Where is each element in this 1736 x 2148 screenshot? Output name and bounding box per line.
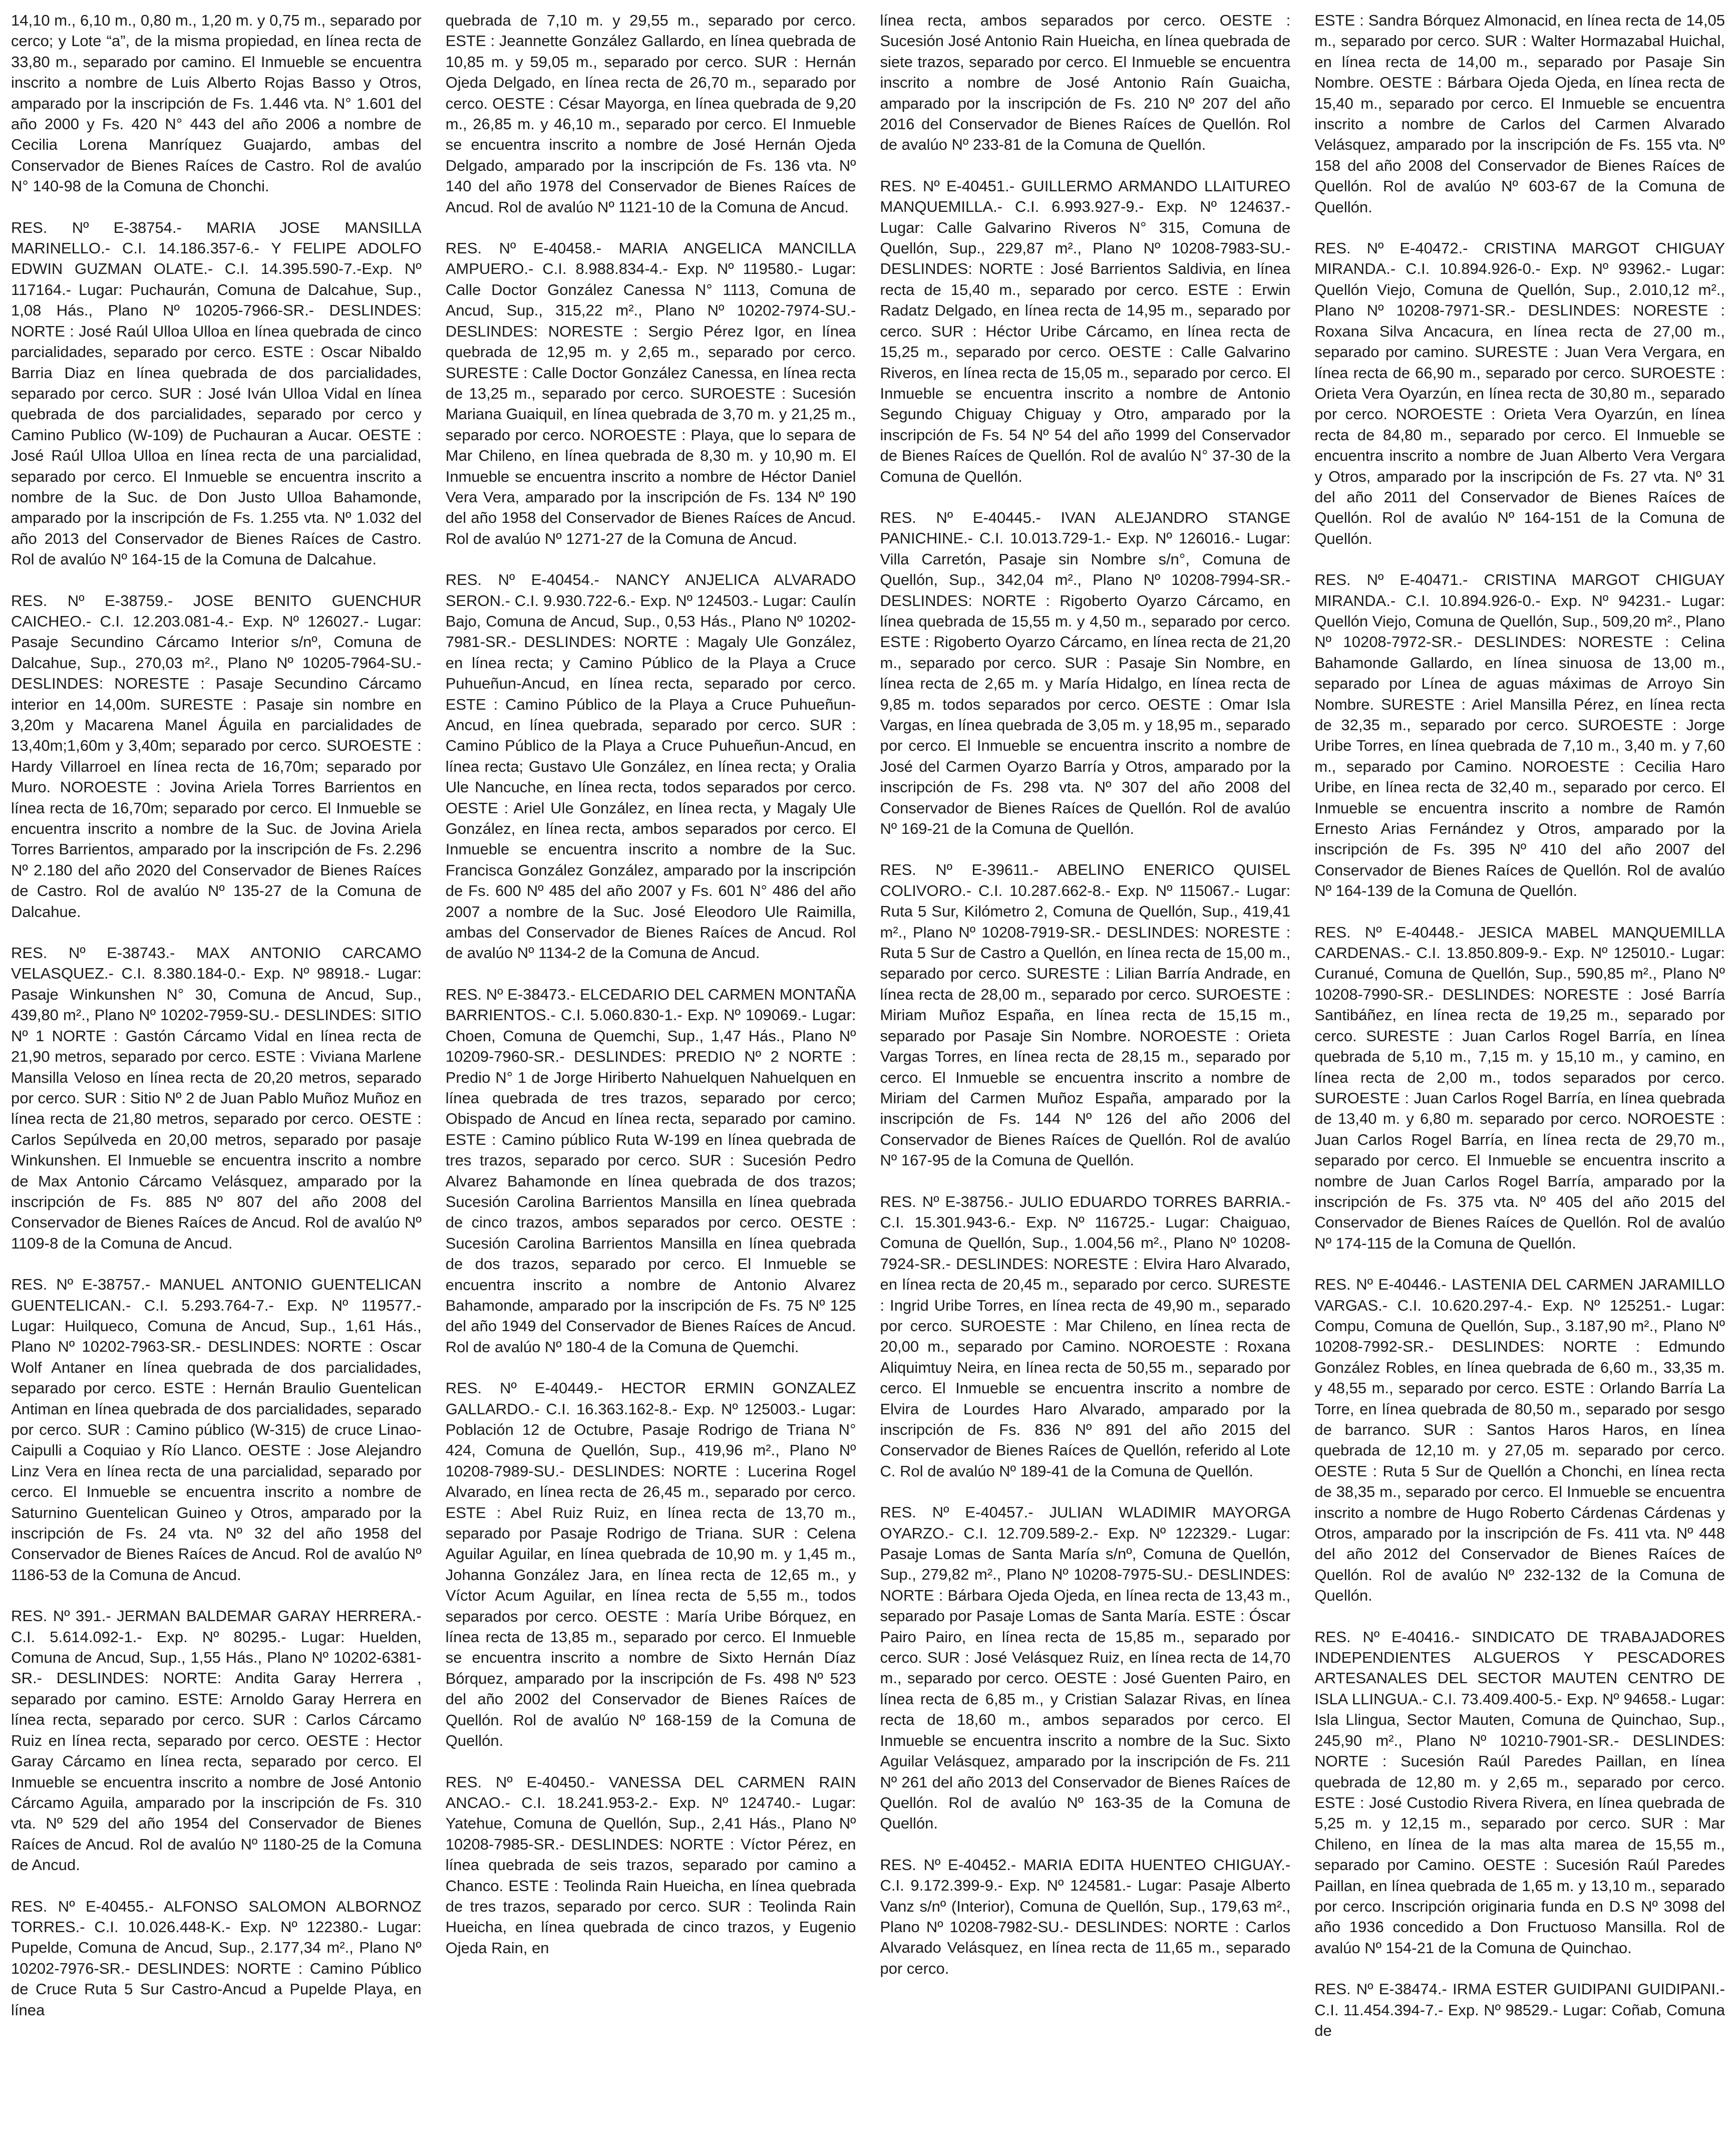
notice-entry: RES. Nº E-38754.- MARIA JOSE MANSILLA MARINELLO.- C.I. 14.186.357-6.- Y FELIPE ADOLFO EDWIN GUZMAN OLATE.- C.I. 14.395.590-7.-Exp. Nº 117164.- Lugar: Puchaurán, Comuna de Dalcahue, Sup., 1,08 Hás., Plano Nº 10205-7966-SR.- DESLINDES: NORTE : José Raúl Ulloa Ulloa en línea quebrada de cinco parcialidades, separado por cerco. ESTE : Oscar Nibaldo Barria Diaz en línea quebrada de dos parcialidades, separado por cerco. SUR : José Iván Ulloa Vidal en línea quebrada de dos parcialidades, separado por cerco y Camino Publico (W-109) de Puchauran a Aucar. OESTE : José Raúl Ulloa Ulloa en línea recta de una parcialidad, separado por cerco. El Inmueble se encuentra inscrito a nombre de la Suc. de Don Justo Ulloa Bahamonde, amparado por la inscripción de Fs. 1.255 vta. Nº 1.032 del año 2013 del Conservador de Bienes Raíces de Castro. Rol de avalúo Nº 164-15 de la Comuna de Dalcahue.	[11, 218, 422, 568]
notice-entry: RES. Nº E-40416.- SINDICATO DE TRABAJADORES INDEPENDIENTES ALGUEROS Y PESCADORES ARTESANALES DEL SECTOR MAUTEN CENTRO DE ISLA LLINGUA.- C.I. 73.409.400-5.- Exp. Nº 94658.- Lugar: Isla Llingua, Sector Mauten, Comuna de Quinchao, Sup., 245,90 m²., Plano Nº 10210-7901-SR.- DESLINDES: NORTE : Sucesión Raúl Paredes Paillan, en línea quebrada de 12,80 m. y 2,65 m., separado por cerco. ESTE : José Custodio Rivera Rivera, en línea quebrada de 5,25 m. y 12,15 m., separado por cerco. SUR : Mar Chileno, en línea de la mas alta marea de 15,55 m., separado por Camino. OESTE : Sucesión Raúl Paredes Paillan, en línea quebrada de 1,65 m. y 13,10 m., separado por cerco. Inscripción originaria funda en D.S Nº 3098 del año 1936 concedido a Don Fructuoso Mansilla. Rol de avalúo Nº 154-21 de la Comuna de Quinchao.	[1314, 1628, 1725, 1957]
notice-entry: RES. Nº E-40449.- HECTOR ERMIN GONZALEZ GALLARDO.- C.I. 16.363.162-8.- Exp. Nº 125003.- Lugar: Población 12 de Octubre, Pasaje Rodrigo de Triana N° 424, Comuna de Quellón, Sup., 419,96 m²., Plano Nº 10208-7989-SU.- DESLINDES: NORTE : Lucerina Rogel Alvarado, en línea recta de 26,45 m., separado por cerco. ESTE : Abel Ruiz Ruiz, en línea recta de 13,70 m., separado por Pasaje Rodrigo de Triana. SUR : Celena Aguilar Aguilar, en línea quebrada de 10,90 m. y 1,45 m., Johanna González Jara, en línea recta de 12,65 m., y Víctor Acum Aguilar, en línea recta de 5,55 m., todos separados por cerco. OESTE : María Uribe Bórquez, en línea recta de 13,85 m., separado por cerco. El Inmueble se encuentra inscrito a nombre de Sixto Hernán Díaz Bórquez, amparado por la inscripción de Fs. 498 Nº 523 del año 2002 del Conservador de Bienes Raíces de Quellón. Rol de avalúo Nº 168-159 de la Comuna de Quellón.	[445, 1379, 856, 1750]
notice-entry: RES. Nº E-40458.- MARIA ANGELICA MANCILLA AMPUERO.- C.I. 8.988.834-4.- Exp. Nº 119580.- Lugar: Calle Doctor González Canessa N° 1113, Comuna de Ancud, Sup., 315,22 m²., Plano Nº 10202-7974-SU.- DESLINDES: NORESTE : Sergio Pérez Igor, en línea quebrada de 12,95 m. y 2,65 m., separado por cerco. SURESTE : Calle Doctor González Canessa, en línea recta de 13,25 m., separado por cerco. SUROESTE : Sucesión Mariana Guaiquil, en línea quebrada de 3,70 m. y 21,25 m., separado por cerco. NOROESTE : Playa, que lo separa de Mar Chileno, en línea quebrada de 8,30 m. y 10,90 m. El Inmueble se encuentra inscrito a nombre de Héctor Daniel Vera Vera, amparado por la inscripción de Fs. 134 Nº 190 del año 1958 del Conservador de Bienes Raíces de Ancud. Rol de avalúo Nº 1271-27 de la Comuna de Ancud.	[445, 239, 856, 547]
notice-entry: RES. Nº E-38473.- ELCEDARIO DEL CARMEN MONTAÑA BARRIENTOS.- C.I. 5.060.830-1.- Exp. Nº 109069.- Lugar: Choen, Comuna de Quemchi, Sup., 1,47 Hás., Plano Nº 10209-7960-SR.- DESLINDES: PREDIO Nº 2 NORTE : Predio N° 1 de Jorge Hiriberto Nahuelquen Nahuelquen en línea quebrada de tres trazos, separado por cerco; Obispado de Ancud en línea recta, separado por camino. ESTE : Camino público Ruta W-199 en línea quebrada de tres trazos, separado por cerco. SUR : Sucesión Pedro Alvarez Bahamonde en línea quebrada de dos trazos; Sucesión Carolina Barrientos Mansilla en línea quebrada de cinco trazos, ambos separados por cerco. OESTE : Sucesión Carolina Barrientos Mansilla en línea quebrada de dos trazos, separado por cerco. El Inmueble se encuentra inscrito a nombre de Antonio Alvarez Bahamonde, amparado por la inscripción de Fs. 75 Nº 125 del año 1949 del Conservador de Bienes Raíces de Ancud. Rol de avalúo Nº 180-4 de la Comuna de Quemchi.	[445, 985, 856, 1356]
notice-entry: RES. Nº E-39611.- ABELINO ENERICO QUISEL COLIVORO.- C.I. 10.287.662-8.- Exp. Nº 115067.- Lugar: Ruta 5 Sur, Kilómetro 2, Comuna de Quellón, Sup., 419,41 m²., Plano Nº 10208-7919-SR.- DESLINDES: NORESTE : Ruta 5 Sur de Castro a Quellón, en línea recta de 15,00 m., separado por cerco. SURESTE : Lilian Barría Andrade, en línea recta de 28,00 m., separado por cerco. SUROESTE : Miriam Muñoz España, en línea recta de 15,15 m., separado por Pasaje Sin Nombre. NOROESTE : Orieta Vargas Torres, en línea recta de 28,15 m., separado por cerco. El Inmueble se encuentra inscrito a nombre de Miriam del Carmen Muñoz España, amparado por la inscripción de Fs. 144 Nº 126 del año 2006 del Conservador de Bienes Raíces de Quellón. Rol de avalúo Nº 167-95 de la Comuna de Quellón.	[880, 861, 1291, 1169]
notice-entry: RES. Nº E-40457.- JULIAN WLADIMIR MAYORGA OYARZO.- C.I. 12.709.589-2.- Exp. Nº 122329.- Lugar: Pasaje Lomas de Santa María s/nº, Comuna de Quellón, Sup., 279,82 m²., Plano Nº 10208-7975-SU.- DESLINDES: NORTE : Bárbara Ojeda Ojeda, en línea recta de 13,43 m., separado por Pasaje Lomas de Santa María. ESTE : Óscar Pairo Pairo, en línea recta de 15,85 m., separado por cerco. SUR : José Velásquez Ruiz, en línea recta de 14,70 m., separado por cerco. OESTE : José Guenten Pairo, en línea recta de 6,85 m., y Cristian Salazar Rivas, en línea recta de 18,60 m., ambos separados por cerco. El Inmueble se encuentra inscrito a nombre de la Suc. Sixto Aguilar Velásquez, amparado por la inscripción de Fs. 211 Nº 261 del año 2013 del Conservador de Bienes Raíces de Quellón. Rol de avalúo Nº 163-35 de la Comuna de Quellón.	[880, 1503, 1291, 1832]
notice-entry: RES. Nº E-40454.- NANCY ANJELICA ALVARADO SERON.- C.I. 9.930.722-6.- Exp. Nº 124503.- Lugar: Caulín Bajo, Comuna de Ancud, Sup., 0,53 Hás., Plano Nº 10202-7981-SR.- DESLINDES: NORTE : Magaly Ule González, en línea recta; y Camino Público de la Playa a Cruce Puhueñun-Ancud, en línea recta, separado por cerco. ESTE : Camino Público de la Playa a Cruce Puhueñun-Ancud, en línea quebrada, separado por cerco. SUR : Camino Público de la Playa a Cruce Puhueñun-Ancud, en línea recta; Gustavo Ule González, en línea recta; y Oralia Ule Nancuche, en línea recta, todos separados por cerco. OESTE : Ariel Ule González, en línea recta, y Magaly Ule González, en línea recta, ambos separados por cerco. El Inmueble se encuentra inscrito a nombre de la Suc. Francisca González González, amparado por la inscripción de Fs. 600 Nº 485 del año 2007 y Fs. 601 N° 486 del año 2007 a nombre de la Suc. José Eleodoro Ule Raimilla, ambas del Conservador de Bienes Raíces de Ancud. Rol de avalúo Nº 1134-2 de la Comuna de Ancud.	[445, 571, 856, 962]
notice-entry: RES. Nº E-38759.- JOSE BENITO GUENCHUR CAICHEO.- C.I. 12.203.081-4.- Exp. Nº 126027.- Lugar: Pasaje Secundino Cárcamo Interior s/nº, Comuna de Dalcahue, Sup., 270,03 m²., Plano Nº 10205-7964-SU.- DESLINDES: NORESTE : Pasaje Secundino Cárcamo interior en 14,00m. SURESTE : Pasaje sin nombre en 3,20m y Macarena Manel Águila en parcialidades de 13,40m;1,60m y 3,40m; separado por cerco. SUROESTE : Hardy Villarroel en línea recta de 16,70m; separado por Muro. NOROESTE : Jovina Ariela Torres Barrientos en línea recta de 16,70m; separado por cerco. El Inmueble se encuentra inscrito a nombre de la Suc. de Jovina Ariela Torres Barrientos, amparado por la inscripción de Fs. 2.296 Nº 2.180 del año 2020 del Conservador de Bienes Raíces de Castro. Rol de avalúo Nº 135-27 de la Comuna de Dalcahue.	[11, 591, 422, 920]
newspaper-page	[11, 10, 1725, 2138]
notice-entry: RES. Nº E-40450.- VANESSA DEL CARMEN RAIN ANCAO.- C.I. 18.241.953-2.- Exp. Nº 124740.- Lugar: Yatehue, Comuna de Quellón, Sup., 2,41 Hás., Plano Nº 10208-7985-SR.- DESLINDES: NORTE : Víctor Pérez, en línea quebrada de seis trazos, separado por camino a Chanco. ESTE : Teolinda Rain Hueicha, en línea quebrada de tres trazos, separado por cerco. SUR : Teolinda Rain Hueicha, en línea quebrada de cinco trazos, y Eugenio Ojeda Rain, en	[445, 1773, 856, 1957]
notice-entry: RES. Nº E-38743.- MAX ANTONIO CARCAMO VELASQUEZ.- C.I. 8.380.184-0.- Exp. Nº 98918.- Lugar: Pasaje Winkunshen N° 30, Comuna de Ancud, Sup., 439,80 m²., Plano Nº 10202-7959-SU.- DESLINDES: SITIO Nº 1 NORTE : Gastón Cárcamo Vidal en línea recta de 21,90 metros, separado por cerco. ESTE : Viviana Marlene Mansilla Veloso en línea recta de 20,20 metros, separado por cerco. SUR : Sitio Nº 2 de Juan Pablo Muñoz Muñoz en línea recta de 21,80 metros, separado por cerco. OESTE : Carlos Sepúlveda en 20,00 metros, separado por pasaje Winkunshen. El Inmueble se encuentra inscrito a nombre de Max Antonio Cárcamo Velásquez, amparado por la inscripción de Fs. 885 Nº 807 del año 2008 del Conservador de Bienes Raíces de Ancud. Rol de avalúo Nº 1109-8 de la Comuna de Ancud.	[11, 944, 422, 1252]
notice-entry: RES. Nº E-40472.- CRISTINA MARGOT CHIGUAY MIRANDA.- C.I. 10.894.926-0.- Exp. Nº 93962.- Lugar: Quellón Viejo, Comuna de Quellón, Sup., 2.010,12 m²., Plano Nº 10208-7971-SR.- DESLINDES: NORESTE : Roxana Silva Ancacura, en línea recta de 27,00 m., separado por camino. SURESTE : Juan Vera Vergara, en línea recta de 66,90 m., separado por cerco. SUROESTE : Orieta Vera Oyarzún, en línea recta de 30,80 m., separado por cerco. NOROESTE : Orieta Vera Oyarzún, en línea recta de 84,80 m., separado por cerco. El Inmueble se encuentra inscrito a nombre de Juan Alberto Vera Vergara y Otros, amparado por la inscripción de Fs. 27 vta. Nº 31 del año 2011 del Conservador de Bienes Raíces de Quellón. Rol de avalúo Nº 164-151 de la Comuna de Quellón.	[1314, 239, 1725, 547]
column-4	[1314, 10, 1725, 2138]
notice-entry: ESTE : Sandra Bórquez Almonacid, en línea recta de 14,05 m., separado por cerco. SUR : Walter Hormazabal Huichal, en línea recta de 14,00 m., separado por Pasaje Sin Nombre. OESTE : Bárbara Ojeda Ojeda, en línea recta de 15,40 m., separado por cerco. El Inmueble se encuentra inscrito a nombre de Carlos del Carmen Alvarado Velásquez, amparado por la inscripción de Fs. 155 vta. Nº 158 del año 2008 del Conservador de Bienes Raíces de Quellón. Rol de avalúo Nº 603-67 de la Comuna de Quellón.	[1314, 12, 1725, 216]
notice-entry: RES. Nº E-38474.- IRMA ESTER GUIDIPANI GUIDIPANI.- C.I. 11.454.394-7.- Exp. Nº 98529.- Lugar: Coñab, Comuna de	[1314, 1980, 1725, 2039]
notice-entry: RES. Nº E-38757.- MANUEL ANTONIO GUENTELICAN GUENTELICAN.- C.I. 5.293.764-7.- Exp. Nº 119577.- Lugar: Huilqueco, Comuna de Ancud, Sup., 1,61 Hás., Plano Nº 10202-7963-SR.- DESLINDES: NORTE : Oscar Wolf Antaner en línea quebrada de dos parcialidades, separado por cerco. ESTE : Hernán Braulio Guentelican Antiman en línea quebrada de dos parcialidades, separado por cerco. SUR : Camino público (W-315) de cruce Linao-Caipulli a Coquiao y Río Llanco. OESTE : Jose Alejandro Linz Vera en línea recta de una parcialidad, separado por cerco. El Inmueble se encuentra inscrito a nombre de Saturnino Guentelican Guineo y Otros, amparado por la inscripción de Fs. 24 vta. Nº 32 del año 1958 del Conservador de Bienes Raíces de Ancud. Rol de avalúo Nº 1186-53 de la Comuna de Ancud.	[11, 1276, 422, 1584]
notice-entry: RES. Nº E-40455.- ALFONSO SALOMON ALBORNOZ TORRES.- C.I. 10.026.448-K.- Exp. Nº 122380.- Lugar: Pupelde, Comuna de Ancud, Sup., 2.177,34 m²., Plano Nº 10202-7976-SR.- DESLINDES: NORTE : Camino Público de Cruce Ruta 5 Sur Castro-Ancud a Pupelde Playa, en línea	[11, 1897, 422, 2019]
notice-entry: RES. Nº 391.- JERMAN BALDEMAR GARAY HERRERA.- C.I. 5.614.092-1.- Exp. Nº 80295.- Lugar: Huelden, Comuna de Ancud, Sup., 1,55 Hás., Plano Nº 10202-6381-SR.- DESLINDES: NORTE: Andita Garay Herrera , separado por camino. ESTE: Arnoldo Garay Herrera en línea recta, separado por cerco. SUR : Carlos Cárcamo Ruiz en línea recta, separado por cerco. OESTE : Hector Garay Cárcamo en línea recta, separado por cerco. El Inmueble se encuentra inscrito a nombre de José Antonio Cárcamo Aguila, amparado por la inscripción de Fs. 310 vta. Nº 529 del año 1954 del Conservador de Bienes Raíces de Ancud. Rol de avalúo Nº 1180-25 de la Comuna de Ancud.	[11, 1607, 422, 1874]
notice-entry: RES. Nº E-40471.- CRISTINA MARGOT CHIGUAY MIRANDA.- C.I. 10.894.926-0.- Exp. Nº 94231.- Lugar: Quellón Viejo, Comuna de Quellón, Sup., 509,20 m²., Plano Nº 10208-7972-SR.- DESLINDES: NORESTE : Celina Bahamonde Gallardo, en línea sinuosa de 13,00 m., separado por Línea de aguas máximas de Arroyo Sin Nombre. SURESTE : Ariel Mansilla Pérez, en línea recta de 32,35 m., separado por cerco. SUROESTE : Jorge Uribe Torres, en línea quebrada de 7,10 m., 3,40 m. y 7,60 m., separado por Camino. NOROESTE : Cecilia Haro Uribe, en línea recta de 32,40 m., separado por cerco. El Inmueble se encuentra inscrito a nombre de Ramón Ernesto Arias Fernández y Otros, amparado por la inscripción de Fs. 395 Nº 410 del año 2007 del Conservador de Bienes Raíces de Quellón. Rol de avalúo Nº 164-139 de la Comuna de Quellón.	[1314, 571, 1725, 900]
notice-entry: RES. Nº E-38756.- JULIO EDUARDO TORRES BARRIA.- C.I. 15.301.943-6.- Exp. Nº 116725.- Lugar: Chaiguao, Comuna de Quellón, Sup., 1.004,56 m²., Plano Nº 10208-7924-SR.- DESLINDES: NORESTE : Elvira Haro Alvarado, en línea recta de 20,45 m., separado por cerco. SURESTE : Ingrid Uribe Torres, en línea recta de 49,90 m., separado por cerco. SUROESTE : Mar Chileno, en línea recta de 20,00 m., separado por Camino. NOROESTE : Roxana Aliquimtuy Neira, en línea recta de 50,55 m., separado por cerco. El Inmueble se encuentra inscrito a nombre de Elvira de Lourdes Haro Alvarado, amparado por la inscripción de Fs. 836 Nº 891 del año 2015 del Conservador de Bienes Raíces de Quellón, referido al Lote C. Rol de avalúo Nº 189-41 de la Comuna de Quellón.	[880, 1192, 1291, 1480]
column-3	[880, 10, 1291, 2138]
notice-entry: RES. Nº E-40451.- GUILLERMO ARMANDO LLAITUREO MANQUEMILLA.- C.I. 6.993.927-9.- Exp. Nº 124637.- Lugar: Calle Galvarino Riveros N° 315, Comuna de Quellón, Sup., 229,87 m²., Plano Nº 10208-7983-SU.- DESLINDES: NORTE : José Barrientos Saldivia, en línea recta de 15,40 m., separado por cerco. ESTE : Erwin Radatz Delgado, en línea recta de 14,95 m., separado por cerco. SUR : Héctor Uribe Cárcamo, en línea recta de 15,25 m., separado por cerco. OESTE : Calle Galvarino Riveros, en línea recta de 15,05 m., separado por cerco. El Inmueble se encuentra inscrito a nombre de Antonio Segundo Chiguay Chiguay y Otro, amparado por la inscripción de Fs. 54 Nº 54 del año 1999 del Conservador de Bienes Raíces de Quellón. Rol de avalúo N° 37-30 de la Comuna de Quellón.	[880, 177, 1291, 485]
notice-entry: RES. Nº E-40448.- JESICA MABEL MANQUEMILLA CARDENAS.- C.I. 13.850.809-9.- Exp. Nº 125010.- Lugar: Curanué, Comuna de Quellón, Sup., 590,85 m²., Plano Nº 10208-7990-SR.- DESLINDES: NORESTE : José Barría Santibáñez, en línea recta de 19,25 m., separado por cerco. SURESTE : Juan Carlos Rogel Barría, en línea quebrada de 5,10 m., 7,15 m. y 15,10 m., y camino, en línea recta de 2,00 m., todos separados por cerco. SUROESTE : Juan Carlos Rogel Barría, en línea quebrada de 13,40 m. y 6,80 m. separado por cerco. NOROESTE : Juan Carlos Rogel Barría, en línea recta de 29,70 m., separado por cerco. El Inmueble se encuentra inscrito a nombre de Juan Carlos Rogel Barría, amparado por la inscripción de Fs. 375 vta. Nº 405 del año 2015 del Conservador de Bienes Raíces de Quellón. Rol de avalúo Nº 174-115 de la Comuna de Quellón.	[1314, 923, 1725, 1252]
notice-entry: 14,10 m., 6,10 m., 0,80 m., 1,20 m. y 0,75 m., separado por cerco; y Lote “a”, de la misma propiedad, en línea recta de 33,80 m., separado por camino. El Inmueble se encuentra inscrito a nombre de Luis Alberto Rojas Basso y Otros, amparado por la inscripción de Fs. 1.446 vta. N° 1.601 del año 2000 y Fs. 420 N° 443 del año 2006 a nombre de Cecilia Lorena Manríquez Guajardo, ambas del Conservador de Bienes Raíces de Castro. Rol de avalúo N° 140-98 de la Comuna de Chonchi.	[11, 12, 422, 195]
notice-entry: RES. Nº E-40452.- MARIA EDITA HUENTEO CHIGUAY.- C.I. 9.172.399-9.- Exp. Nº 124581.- Lugar: Pasaje Alberto Vanz s/nº (Interior), Comuna de Quellón, Sup., 179,63 m²., Plano Nº 10208-7982-SU.- DESLINDES: NORTE : Carlos Alvarado Velásquez, en línea recta de 11,65 m., separado por cerco.	[880, 1856, 1291, 1977]
column-2	[446, 10, 856, 2138]
notice-entry: quebrada de 7,10 m. y 29,55 m., separado por cerco. ESTE : Jeannette González Gallardo, en línea quebrada de 10,85 m. y 59,05 m., separado por cerco. SUR : Hernán Ojeda Delgado, en línea recta de 26,70 m., separado por cerco. OESTE : César Mayorga, en línea quebrada de 9,20 m., 26,85 m. y 46,10 m., separado por cerco. El Inmueble se encuentra inscrito a nombre de José Hernán Ojeda Delgado, amparado por la inscripción de Fs. 136 vta. Nº 140 del año 1978 del Conservador de Bienes Raíces de Ancud. Rol de avalúo Nº 1121-10 de la Comuna de Ancud.	[445, 12, 856, 216]
notice-entry: RES. Nº E-40446.- LASTENIA DEL CARMEN JARAMILLO VARGAS.- C.I. 10.620.297-4.- Exp. Nº 125251.- Lugar: Compu, Comuna de Quellón, Sup., 3.187,90 m²., Plano Nº 10208-7992-SR.- DESLINDES: NORTE : Edmundo González Robles, en línea quebrada de 6,60 m., 33,35 m. y 48,55 m., separado por cerco. ESTE : Orlando Barría La Torre, en línea quebrada de 80,50 m., separado por sesgo de barranco. SUR : Santos Haros Haros, en línea quebrada de 12,10 m. y 27,05 m. separado por cerco. OESTE : Ruta 5 Sur de Quellón a Chonchi, en línea recta de 38,35 m., separado por cerco. El Inmueble se encuentra inscrito a nombre de Hugo Roberto Cárdenas Cárdenas y Otros, amparado por la inscripción de Fs. 411 vta. Nº 448 del año 2012 del Conservador de Bienes Raíces de Quellón. Rol de avalúo Nº 232-132 de la Comuna de Quellón.	[1314, 1276, 1725, 1605]
notice-entry: RES. Nº E-40445.- IVAN ALEJANDRO STANGE PANICHINE.- C.I. 10.013.729-1.- Exp. Nº 126016.- Lugar: Villa Carretón, Pasaje sin Nombre s/n°, Comuna de Quellón, Sup., 342,04 m²., Plano Nº 10208-7994-SR.- DESLINDES: NORTE : Rigoberto Oyarzo Cárcamo, en línea quebrada de 15,55 m. y 4,50 m., separado por cerco. ESTE : Rigoberto Oyarzo Cárcamo, en línea recta de 21,20 m., separado por cerco. SUR : Pasaje Sin Nombre, en línea recta de 2,65 m. y María Hidalgo, en línea recta de 9,85 m. todos separados por cerco. OESTE : Omar Isla Vargas, en línea quebrada de 3,05 m. y 18,95 m., separado por cerco. El Inmueble se encuentra inscrito a nombre de José del Carmen Oyarzo Barría y Otros, amparado por la inscripción de Fs. 298 vta. Nº 307 del año 2008 del Conservador de Bienes Raíces de Quellón. Rol de avalúo Nº 169-21 de la Comuna de Quellón.	[880, 508, 1291, 838]
notice-entry: línea recta, ambos separados por cerco. OESTE : Sucesión José Antonio Rain Hueicha, en línea quebrada de siete trazos, separado por cerco. El Inmueble se encuentra inscrito a nombre de José Antonio Raín Guaicha, amparado por la inscripción de Fs. 210 Nº 207 del año 2016 del Conservador de Bienes Raíces de Quellón. Rol de avalúo Nº 233-81 de la Comuna de Quellón.	[880, 12, 1291, 154]
column-1	[11, 10, 422, 2138]
